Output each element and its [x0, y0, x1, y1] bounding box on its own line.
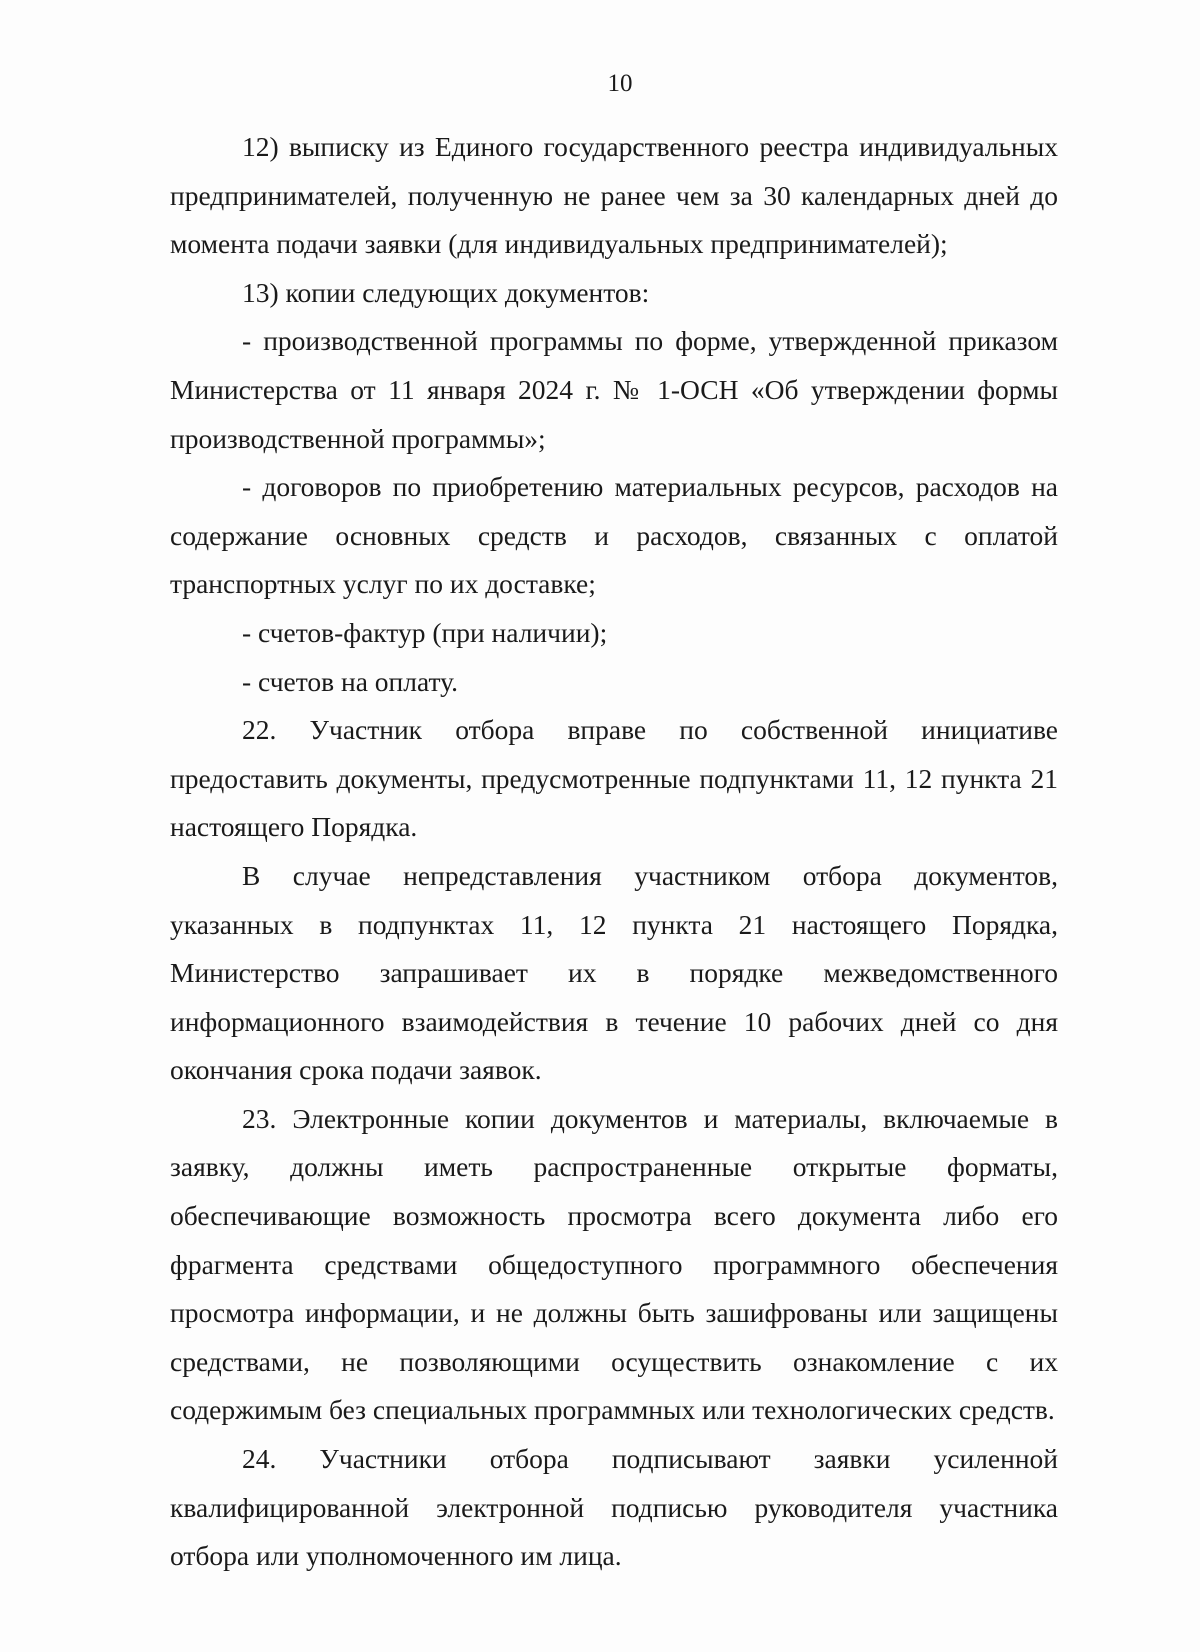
paragraph-22-continuation: В случае непредставления участником отбора документов, указанных в подпунктах 11, 12 пункта 21 настоящего Порядка, Министерство запрашивает их в порядке межведомственного информационного взаимодействия в течение 10 рабочих дней со дня окончания срока подачи заявок.: [170, 859, 1058, 1086]
list-item-production-program: - производственной программы по форме, утвержденной приказом Министерства от 11 января 2024 г. № 1-ОСН «Об утверждении формы производственной программы»;: [170, 325, 1058, 454]
list-item-contracts: - договоров по приобретению материальных ресурсов, расходов на содержание основных средств и расходов, связанных с оплатой транспортных услуг по их доставке;: [170, 471, 1058, 600]
paragraph-12-egrip-extract: 12) выписку из Единого государственного реестра индивидуальных предпринимателей, полученную не ранее чем за 30 календарных дней до момента подачи заявки (для индивидуальных предпринимателей);: [170, 131, 1058, 260]
paragraph-23: 23. Электронные копии документов и материалы, включаемые в заявку, должны иметь распространенные открытые форматы, обеспечивающие возможность просмотра всего документа либо его фрагмента средствами общедоступного программного обеспечения просмотра информации, и не должны быть зашифрованы или защищены средствами, не позволяющими осуществить ознакомление с их содержимым без специальных программных или технологических средств.: [170, 1102, 1058, 1426]
list-item-invoices: - счетов-фактур (при наличии);: [242, 616, 608, 648]
page-number: 10: [607, 70, 633, 97]
list-item-payment-bills: - счетов на оплату.: [242, 665, 458, 697]
paragraph-24: 24. Участники отбора подписывают заявки усиленной квалифицированной электронной подписью руководителя участника отбора или уполномоченного им лица.: [170, 1443, 1058, 1572]
document-body: [170, 123, 1058, 1581]
paragraph-13-document-copies: 13) копии следующих документов:: [242, 276, 650, 308]
paragraph-22: 22. Участник отбора вправе по собственной инициативе предоставить документы, предусмотренные подпунктами 11, 12 пункта 21 настоящего Порядка.: [170, 714, 1058, 843]
